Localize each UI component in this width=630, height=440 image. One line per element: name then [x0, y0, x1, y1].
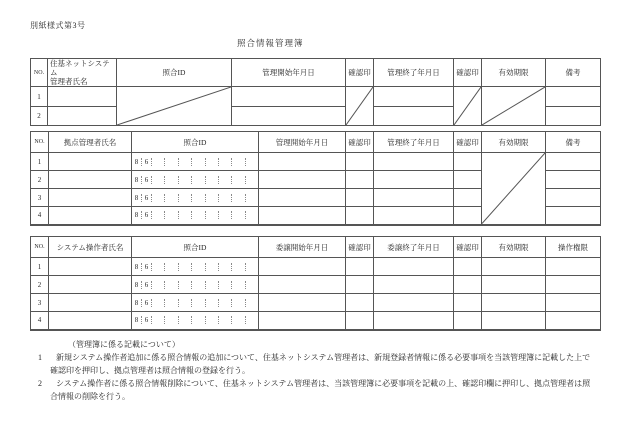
id-digit: 8 [132, 316, 142, 324]
diagonal-strikethrough [482, 87, 545, 125]
id-digit [179, 316, 192, 324]
table-row [31, 294, 601, 312]
id-digit [206, 263, 219, 271]
form-number: 別紙様式第3号 [30, 21, 86, 30]
id-digit: 6 [142, 211, 152, 219]
id-digit: 6 [142, 176, 152, 184]
seal-cell [346, 294, 374, 312]
col-header-site-manager-name: 拠点管理者氏名 [49, 132, 132, 153]
no-cell: 3 [31, 294, 49, 312]
id-digit [219, 281, 232, 289]
diagonal-strikethrough [117, 87, 231, 125]
delegation-start-date-cell [259, 294, 346, 312]
id-digit [165, 281, 178, 289]
table-row [31, 87, 601, 107]
seal-cell [454, 276, 482, 294]
notes-heading: （管理簿に係る記載について） [68, 340, 180, 349]
col-header-operator-name: システム操作者氏名 [49, 237, 132, 258]
collation-id-cell [132, 171, 259, 189]
collation-id-cell [132, 276, 259, 294]
header-row [31, 59, 601, 87]
id-digit [192, 176, 205, 184]
id-digit [165, 299, 178, 307]
note-item-1-continuation: 確認印を押印し、拠点管理者は照合情報の登録を行う。 [50, 366, 250, 375]
name-cell [49, 294, 132, 312]
table-row [31, 258, 601, 276]
seal-cell [346, 153, 374, 171]
seal-cell [346, 276, 374, 294]
id-digit [152, 263, 165, 271]
note-number: 1 [38, 353, 42, 362]
id-digit [246, 158, 258, 166]
col-header-seal-1: 確認印 [346, 132, 374, 153]
collation-id-cell [132, 207, 259, 225]
id-digit [152, 281, 165, 289]
id-digit [192, 211, 205, 219]
id-digit: 6 [142, 263, 152, 271]
note-item-1 [28, 351, 612, 364]
id-digit [232, 211, 245, 219]
delegation-end-date-cell [374, 312, 454, 330]
remarks-cell [546, 87, 601, 107]
validity-cell [482, 294, 546, 312]
col-header-start-date: 管理開始年月日 [232, 59, 346, 87]
col-header-seal-2: 確認印 [454, 132, 482, 153]
col-header-collation-id: 照合ID [132, 132, 259, 153]
col-header-end-date: 管理終了年月日 [374, 59, 454, 87]
id-digit [152, 176, 165, 184]
id-digit: 8 [132, 176, 142, 184]
id-digit [232, 316, 245, 324]
no-cell: 2 [31, 171, 49, 189]
id-digit [219, 299, 232, 307]
id-digit [165, 211, 178, 219]
note-item-2 [28, 377, 612, 390]
collation-id-cell [132, 312, 259, 330]
id-digit: 8 [132, 211, 142, 219]
end-date-cell [374, 189, 454, 207]
end-date-cell [374, 207, 454, 225]
col-header-remarks: 備考 [546, 132, 601, 153]
id-digit [232, 281, 245, 289]
no-cell: 4 [31, 312, 49, 330]
col-header-seal-1: 確認印 [346, 237, 374, 258]
id-digit [206, 316, 219, 324]
id-digit [152, 158, 165, 166]
collation-id-cell [132, 294, 259, 312]
collation-id-cell [132, 153, 259, 171]
id-digit [179, 176, 192, 184]
id-digit [219, 176, 232, 184]
collation-id-cell [132, 258, 259, 276]
id-digit [179, 194, 192, 202]
table-row [31, 312, 601, 330]
id-digit [246, 299, 258, 307]
name-cell [49, 153, 132, 171]
id-digit [206, 211, 219, 219]
operation-authority-cell [546, 312, 601, 330]
id-digit [179, 158, 192, 166]
seal-cell [346, 87, 374, 126]
validity-cell [482, 87, 546, 126]
no-cell: 2 [31, 107, 48, 126]
name-cell [49, 171, 132, 189]
id-digit [206, 176, 219, 184]
start-date-cell [232, 107, 346, 126]
seal-cell [346, 189, 374, 207]
col-header-no: NO. [31, 59, 48, 87]
operation-authority-cell [546, 276, 601, 294]
id-digit: 6 [142, 281, 152, 289]
id-digit [246, 176, 258, 184]
table-row [31, 153, 601, 171]
col-header-no: NO. [31, 132, 49, 153]
header-row [31, 237, 601, 258]
name-cell [48, 107, 117, 126]
start-date-cell [259, 171, 346, 189]
col-header-end-date: 管理終了年月日 [374, 132, 454, 153]
id-digit-boxes [132, 263, 258, 271]
id-digit [179, 281, 192, 289]
id-digit [165, 263, 178, 271]
header-row [31, 132, 601, 153]
id-digit [206, 158, 219, 166]
id-digit [152, 211, 165, 219]
col-header-validity: 有効期限 [482, 237, 546, 258]
id-digit-boxes [132, 176, 258, 184]
id-digit [179, 299, 192, 307]
note-number: 2 [38, 379, 42, 388]
id-digit-boxes [132, 281, 258, 289]
id-digit-boxes [132, 299, 258, 307]
col-header-start-date: 管理開始年月日 [259, 132, 346, 153]
id-digit [165, 194, 178, 202]
seal-cell [454, 153, 482, 171]
id-digit [152, 194, 165, 202]
page-title: 照合情報管理簿 [237, 38, 304, 48]
seal-cell [346, 258, 374, 276]
seal-cell [454, 258, 482, 276]
col-header-validity: 有効期限 [482, 132, 546, 153]
collation-id-cell [132, 189, 259, 207]
id-digit-boxes [132, 211, 258, 219]
no-cell: 2 [31, 276, 49, 294]
diagonal-strikethrough [482, 153, 545, 224]
collation-id-cell [117, 87, 232, 126]
remarks-cell [546, 189, 601, 207]
col-header-collation-id: 照合ID [132, 237, 259, 258]
col-header-delegation-start-date: 委譲開始年月日 [259, 237, 346, 258]
system-operator-table [30, 236, 601, 331]
end-date-cell [374, 171, 454, 189]
remarks-cell [546, 171, 601, 189]
seal-cell [346, 171, 374, 189]
col-header-no: NO. [31, 237, 49, 258]
notes-section [28, 338, 612, 403]
id-digit [219, 263, 232, 271]
seal-cell [454, 207, 482, 225]
validity-cell [482, 258, 546, 276]
id-digit [165, 316, 178, 324]
col-header-collation-id: 照合ID [117, 59, 232, 87]
col-header-operation-authority: 操作権限 [546, 237, 601, 258]
id-digit: 6 [142, 316, 152, 324]
col-header-seal-1: 確認印 [346, 59, 374, 87]
id-digit: 8 [132, 281, 142, 289]
id-digit [192, 158, 205, 166]
id-digit [192, 194, 205, 202]
id-digit: 6 [142, 158, 152, 166]
remarks-cell [546, 107, 601, 126]
delegation-start-date-cell [259, 276, 346, 294]
id-digit [232, 299, 245, 307]
seal-cell [346, 207, 374, 225]
id-digit: 6 [142, 299, 152, 307]
id-digit [219, 316, 232, 324]
no-cell: 4 [31, 207, 49, 225]
no-cell: 1 [31, 87, 48, 107]
id-digit [206, 194, 219, 202]
end-date-cell [374, 87, 454, 107]
id-digit [219, 194, 232, 202]
table-row [31, 276, 601, 294]
note-text: システム操作者に係る照合情報削除について、住基ネットシステム管理者は、当該管理簿に必要事項を記載の上、確認印欄に押印し、拠点管理者は照 [56, 379, 591, 388]
start-date-cell [232, 87, 346, 107]
id-digit [232, 263, 245, 271]
id-digit [232, 176, 245, 184]
site-manager-table [30, 131, 601, 226]
id-digit [219, 158, 232, 166]
id-digit-boxes [132, 316, 258, 324]
manager-name-line2: 管理者氏名 [50, 77, 88, 86]
seal-cell [454, 189, 482, 207]
id-digit-boxes [132, 158, 258, 166]
id-digit: 6 [142, 194, 152, 202]
col-header-seal-2: 確認印 [454, 59, 482, 87]
seal-cell [454, 312, 482, 330]
manager-name-line1: 住基ネットシステム [50, 59, 110, 77]
id-digit [246, 316, 258, 324]
seal-cell [454, 294, 482, 312]
diagonal-strikethrough [346, 87, 373, 125]
id-digit [246, 281, 258, 289]
col-header-validity: 有効期限 [482, 59, 546, 87]
id-digit: 8 [132, 263, 142, 271]
id-digit: 8 [132, 194, 142, 202]
delegation-start-date-cell [259, 312, 346, 330]
col-header-delegation-end-date: 委譲終了年月日 [374, 237, 454, 258]
validity-cell [482, 153, 546, 225]
validity-cell [482, 276, 546, 294]
admin-manager-table [30, 58, 601, 126]
validity-cell [482, 312, 546, 330]
start-date-cell [259, 153, 346, 171]
name-cell [49, 276, 132, 294]
remarks-cell [546, 153, 601, 171]
id-digit: 8 [132, 299, 142, 307]
operation-authority-cell [546, 294, 601, 312]
no-cell: 1 [31, 258, 49, 276]
diagonal-strikethrough [454, 87, 481, 125]
start-date-cell [259, 207, 346, 225]
note-item-2-continuation: 合情報の削除を行う。 [50, 392, 130, 401]
end-date-cell [374, 153, 454, 171]
id-digit [192, 299, 205, 307]
id-digit [192, 281, 205, 289]
id-digit [206, 299, 219, 307]
col-header-manager-name [48, 59, 117, 87]
start-date-cell [259, 189, 346, 207]
id-digit [179, 263, 192, 271]
id-digit [206, 281, 219, 289]
seal-cell [454, 87, 482, 126]
col-header-remarks: 備考 [546, 59, 601, 87]
delegation-end-date-cell [374, 294, 454, 312]
name-cell [49, 189, 132, 207]
remarks-cell [546, 207, 601, 225]
seal-cell [346, 312, 374, 330]
name-cell [49, 258, 132, 276]
id-digit [246, 263, 258, 271]
operation-authority-cell [546, 258, 601, 276]
seal-cell [454, 171, 482, 189]
id-digit [246, 211, 258, 219]
no-cell: 3 [31, 189, 49, 207]
id-digit: 8 [132, 158, 142, 166]
no-cell: 1 [31, 153, 49, 171]
id-digit [219, 211, 232, 219]
name-cell [49, 207, 132, 225]
id-digit [232, 194, 245, 202]
end-date-cell [374, 107, 454, 126]
note-text: 新規システム操作者追加に係る照合情報の追加について、住基ネットシステム管理者は、新規登録者情報に係る必要事項を当該管理簿に記載した上で [56, 353, 591, 362]
id-digit [192, 263, 205, 271]
id-digit [179, 211, 192, 219]
id-digit [232, 158, 245, 166]
id-digit [152, 316, 165, 324]
delegation-end-date-cell [374, 258, 454, 276]
id-digit [192, 316, 205, 324]
delegation-end-date-cell [374, 276, 454, 294]
id-digit [165, 158, 178, 166]
id-digit [246, 194, 258, 202]
delegation-start-date-cell [259, 258, 346, 276]
id-digit [165, 176, 178, 184]
col-header-seal-2: 確認印 [454, 237, 482, 258]
id-digit [152, 299, 165, 307]
name-cell [49, 312, 132, 330]
id-digit-boxes [132, 194, 258, 202]
name-cell [48, 87, 117, 107]
